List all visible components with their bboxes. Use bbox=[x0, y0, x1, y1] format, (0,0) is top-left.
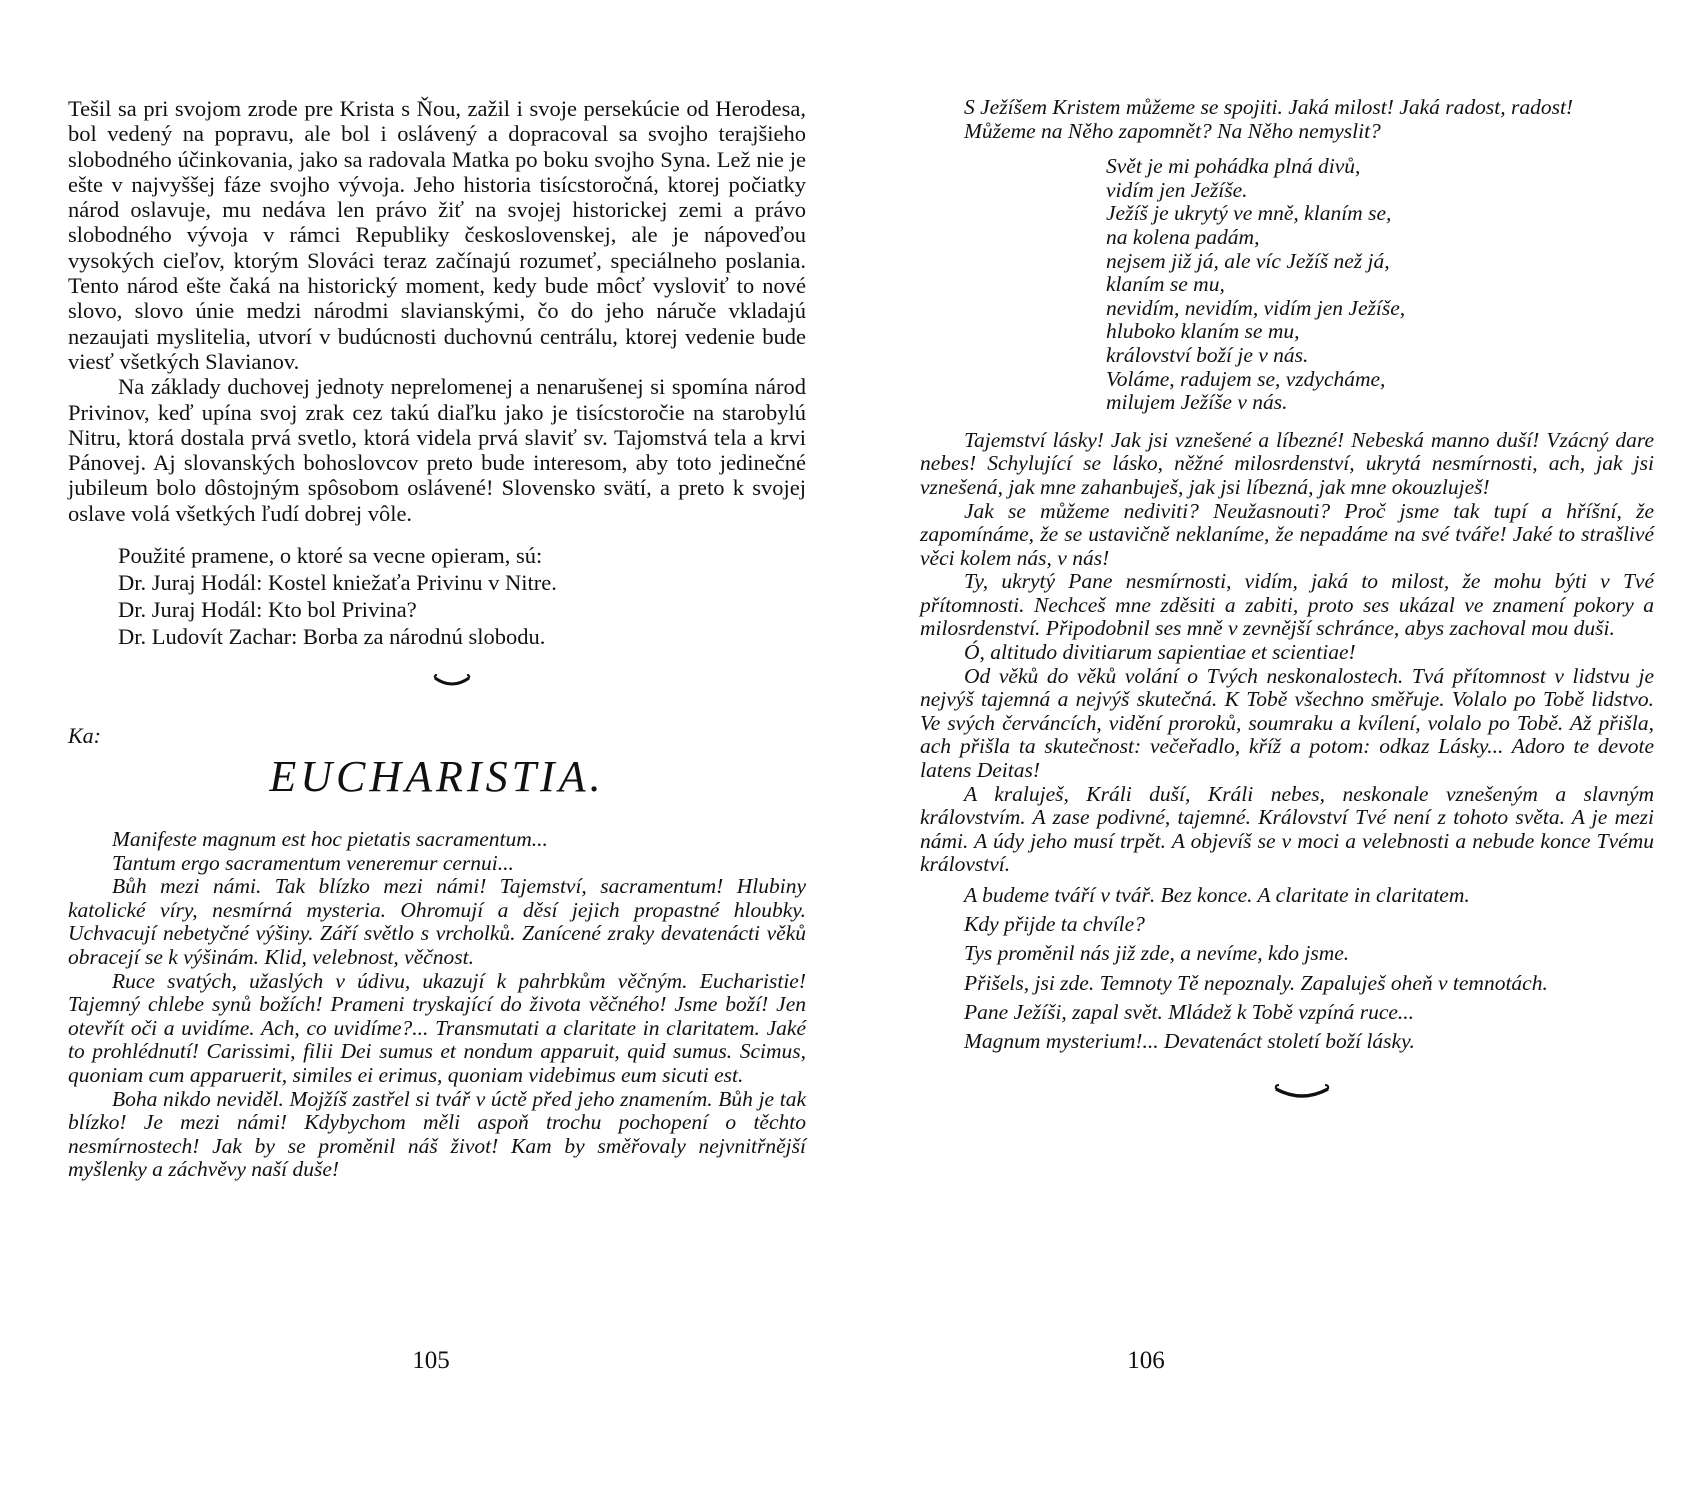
closing-line: Tys proměnil nás již zde, a nevíme, kdo jsme. bbox=[964, 941, 1350, 966]
closing-lines bbox=[964, 881, 1654, 1056]
poem-line: Ježíš je ukrytý ve mně, klaním se, bbox=[1106, 201, 1392, 226]
poem-line: Voláme, radujem se, vzdycháme, bbox=[1106, 366, 1386, 391]
paragraph: Boha nikdo neviděl. Mojžíš zastřel si tvář v úctě před jeho znamením. Bůh je tak blízko! Je mezi námi! Kdybychom měli aspoň trochu pochopení o těchto nesmírnostech! Jak by se proměnil náš život! Kam by směřovaly nejvnitřnější myšlenky a záchvěvy naší duše! bbox=[68, 1086, 806, 1182]
left-page-column bbox=[68, 96, 806, 1182]
paragraph: Na základy duchovej jednoty neprelomenej a nenarušenej si spomína národ Privinov, keď upína svoj zrak cez takú diaľku jako je tisícstoročie na starobylú Nitru, ktorá dostala prvá svetlo, ktorá videla prvá slaviť sv. Tajomstvá tela a krvi Pánovej. Aj slovanských bohoslovcov preto bude interesom, aby toto jedinečné jubileum bolo dôstojným spôsobom oslávené! Slovensko svätí, a preto k svojej oslave volá všetkých ľudí dobrej vôle. bbox=[68, 374, 806, 526]
paragraph: Tajemství lásky! Jak jsi vznešené a líbezné! Nebeská manno duší! Vzácný dare nebes! Schylující se lásko, něžné milosrdenství, ukrytá nesmírnosti, ach, jak jsi vznešená, jak mne zahanbuješ, jak jsi líbezná, jak mne okouzluješ! bbox=[920, 427, 1654, 499]
poem-line: vidím jen Ježíše. bbox=[1106, 177, 1248, 202]
right-page-column bbox=[920, 96, 1654, 1107]
page-number: 105 bbox=[412, 1347, 450, 1374]
article-body-right bbox=[920, 429, 1654, 877]
source-item: Dr. Juraj Hodál: Kostel kniežaťa Privinu v Nitre. bbox=[118, 570, 557, 596]
closing-line: Magnum mysterium!... Devatenáct století boží lásky. bbox=[964, 1029, 1415, 1054]
sources-list bbox=[68, 542, 806, 650]
paragraph: S Ježíšem Kristem můžeme se spojiti. Jaká milost! Jaká radost, radost! bbox=[964, 95, 1574, 119]
paragraph: Můžeme na Něho zapomnět? Na Něho nemyslit? bbox=[964, 118, 1381, 143]
sources-heading: Použité pramene, o ktoré sa vecne opieram, sú: bbox=[118, 543, 543, 569]
closing-line: A budeme tváří v tvář. Bez konce. A claritate in claritatem. bbox=[964, 883, 1470, 907]
poem-line: milujem Ježíše v nás. bbox=[1106, 390, 1288, 415]
poem bbox=[1106, 155, 1654, 415]
paragraph: Jak se můžeme nediviti? Neužasnouti? Proč jsme tak tupí a hříšní, že zapomínáme, že se ustavičně neklaníme, že nepadáme na své tváře! Jaké to strašlivé věci kolem nás, v nás! bbox=[920, 498, 1654, 570]
paragraph: Tantum ergo sacramentum veneremur cernui... bbox=[112, 850, 514, 875]
paragraph: Bůh mezi námi. Tak blízko mezi námi! Tajemství, sacramentum! Hlubiny katolické víry, nesmírná mysteria. Ohromují a děsí jejich propastné hloubky. Uchvacují nebetyčné výšiny. Září světlo s vrcholků. Zanícené zraky devatenácti věků obracejí se k výšinám. Klid, velebnost, věčnost. bbox=[68, 874, 806, 970]
source-item: Dr. Ludovít Zachar: Borba za národnú slobodu. bbox=[118, 624, 546, 650]
poem-line: Svět je mi pohádka plná divů, bbox=[1106, 154, 1361, 179]
paragraph: Od věků do věků volání o Tvých neskonalostech. Tvá přítomnost v lidstvu je nejvýš tajemná a nejvýš skutečná. K Tobě všechno směřuje. Volalo po Tobě lidstvo. Ve svých červáncích, vidění proroků, soumraku a kvílení, volalo po Tobě. Až přišla, ach přišla ta skutečnost: večeřadlo, kříž a potom: odkaz Lásky... Adoro te devote latens Deitas! bbox=[920, 663, 1654, 783]
poem-line: na kolena padám, bbox=[1106, 224, 1260, 249]
closing-line: Pane Ježíši, zapal svět. Mládež k Tobě vzpíná ruce... bbox=[964, 999, 1415, 1024]
author-byline: Ka: bbox=[68, 723, 101, 749]
poem-line: nevidím, nevidím, vidím jen Ježíše, bbox=[1106, 295, 1406, 320]
intro-text bbox=[68, 96, 806, 526]
paragraph: Ruce svatých, užaslých v údivu, ukazují k pahrbkům věčným. Eucharistie! Tajemný chlebe synů božích! Prameni tryskající do života věčného! Jsme boží! Jen otevřít oči a uvidíme. Ach, co uvidíme?... Transmutati a claritate in claritatem. Jaké to prohlédnutí! Carissimi, filii Dei sumus et nondum apparuit, quid sumus. Scimus, quoniam cum apparuerit, similes ei erimus, quoniam videbimus eum sicuti est. bbox=[68, 968, 806, 1087]
closing-line: Přišels, jsi zde. Temnoty Tě nepoznaly. Zapaluješ oheň v temnotách. bbox=[964, 970, 1548, 995]
right-page bbox=[854, 0, 1708, 1500]
paragraph: Ó, altitudo divitiarum sapientiae et scientiae! bbox=[964, 640, 1356, 665]
poem-line: klaním se mu, bbox=[1106, 272, 1225, 297]
paragraph: Ty, ukrytý Pane nesmírnosti, vidím, jaká to milost, že mohu býti v Tvé přítomnosti. Nechceš mne zděsiti a zabiti, proto ses ukázal ve znamení pokory a milosrdenství. Připodobnil ses mně v zevnější schránce, abys zachoval mou duši. bbox=[920, 569, 1654, 641]
article-title: EUCHARISTIA. bbox=[269, 752, 605, 802]
section-end-ornament-icon bbox=[950, 1082, 1654, 1107]
poem-line: hluboko klaním se mu, bbox=[1106, 319, 1300, 344]
paragraph: Tešil sa pri svojom zrode pre Krista s Ňou, zažil i svoje persekúcie od Herodesa, bol vedený na popravu, ale bol i oslávený a dopracoval sa svojho terajšieho slobodného účinkovania, jako sa radovala Matka po boku svojho Syna. Lež nie je ešte v najvyššej fáze svojho vývoja. Jeho historia tisícstoročná, ktorej počiatky národ oslavuje, mu nedáva len právo žiť na svojej historickej zemi a právo slobodného vývoja v rámci Republiky československej, ale je nápoveďou vysokých cieľov, ktorým Slováci teraz začínajú rozumeť, speciálneho poslania. Tento národ ešte čaká na historický moment, kedy bude môcť vysloviť to nové slovo, slovo únie medzi národmi slavianskými, čo do jeho náruče vkladajú nezaujati myslitelia, utvorí v budúcnosti duchovnú centrálu, ktorej vedenie bude viesť všetkých Slavianov. bbox=[68, 96, 806, 374]
paragraph: Manifeste magnum est hoc pietatis sacramentum... bbox=[112, 827, 548, 852]
poem-line: nejsem již já, ale víc Ježíš než já, bbox=[1106, 248, 1390, 273]
poem-line: království boží je v nás. bbox=[1106, 342, 1309, 367]
section-end-ornament-icon bbox=[98, 672, 806, 695]
article-body-left bbox=[68, 828, 806, 1182]
paragraph: A kraluješ, Králi duší, Králi nebes, neskonale vznešeným a slavným královstvím. A zase podivné, tajemné. Království Tvé není z tohoto světa. A je mezi námi. A údy jeho musí trpět. A objevíš se v moci a velebnosti a nebude konce Tvému království. bbox=[920, 781, 1654, 877]
source-item: Dr. Juraj Hodál: Kto bol Privina? bbox=[118, 597, 417, 623]
closing-line: Kdy přijde ta chvíle? bbox=[964, 912, 1145, 937]
page-number: 106 bbox=[1127, 1347, 1165, 1374]
opening-text bbox=[920, 96, 1654, 143]
